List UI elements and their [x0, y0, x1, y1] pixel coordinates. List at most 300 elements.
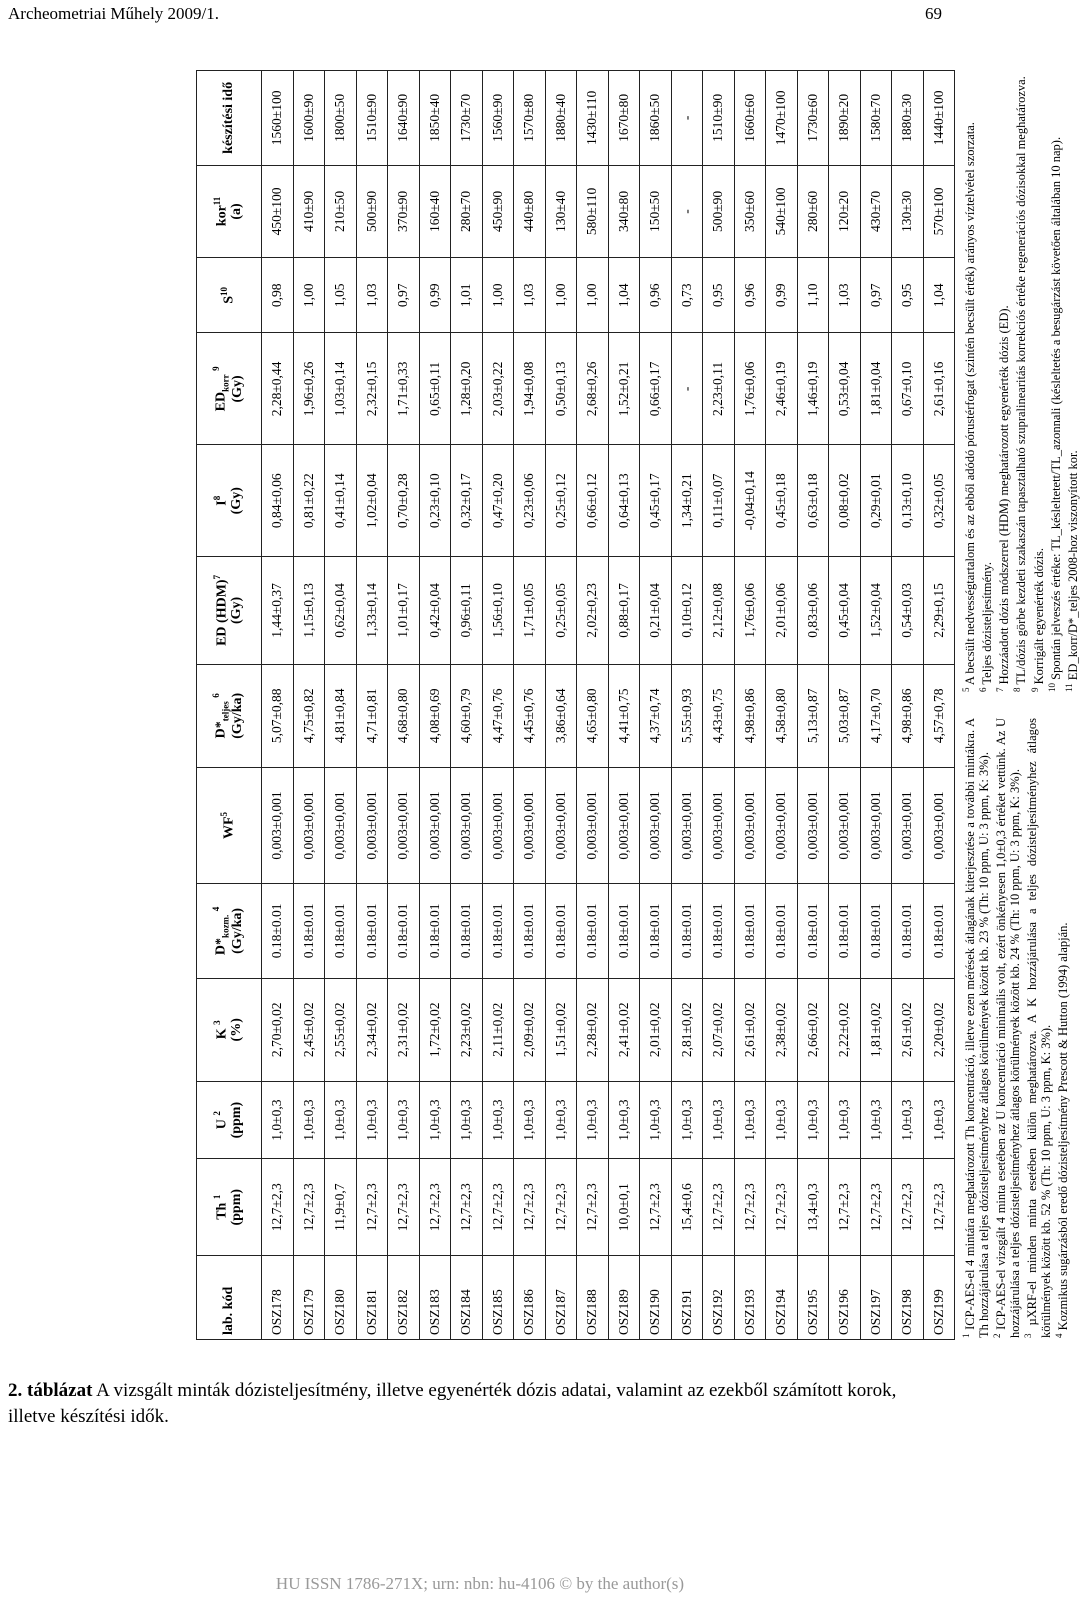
table-cell: 0,67±0,10	[892, 333, 924, 445]
footnote-number: 11	[1063, 683, 1074, 692]
table-cell: 440±80	[514, 165, 546, 257]
col-header-i: $I^8$ (Gy)	[197, 445, 262, 557]
table-cell: 0,003±0,001	[797, 767, 829, 883]
table-cell: 0,42±0,04	[419, 557, 451, 665]
footnote	[978, 72, 994, 692]
table-cell: 1470±100	[766, 71, 798, 166]
table-cell: 0.18±0.01	[262, 884, 294, 979]
table-cell: 2,61±0,16	[923, 333, 955, 445]
footnote-number: 1	[961, 1333, 971, 1338]
table-cell: 1560±100	[262, 71, 294, 166]
table-cell: 12,7±2,3	[356, 1159, 388, 1256]
table-row	[293, 71, 325, 1340]
table-cell: 0,10±0,12	[671, 557, 703, 665]
table-row	[482, 71, 514, 1340]
table-cell: 0.18±0.01	[860, 884, 892, 979]
table-cell: 1730±70	[451, 71, 483, 166]
table-cell: 1,72±0,02	[419, 978, 451, 1081]
table-cell: 4,17±0,70	[860, 664, 892, 767]
footnote	[1064, 72, 1080, 692]
table-cell: 0,003±0,001	[608, 767, 640, 883]
table-row	[640, 71, 672, 1340]
table-cell: 1,10	[797, 258, 829, 333]
table-cell: 4,58±0,80	[766, 664, 798, 767]
table-cell: 0,41±0,14	[325, 445, 357, 557]
table-cell: 0,003±0,001	[262, 767, 294, 883]
table-cell: -0,04±0,14	[734, 445, 766, 557]
table-row	[419, 71, 451, 1340]
table-cell: 1,0±0,3	[829, 1081, 861, 1158]
table-cell: 1,34±0,21	[671, 445, 703, 557]
table-cell: 12,7±2,3	[766, 1159, 798, 1256]
table-cell: 1510±90	[356, 71, 388, 166]
table-cell: 350±60	[734, 165, 766, 257]
table-cell: 2,66±0,02	[797, 978, 829, 1081]
table-cell: 0,003±0,001	[293, 767, 325, 883]
footnote-text: µXRF-el minden minta esetében külön meghatározva. A K hozzájárulása a teljes dózisteljesítményhez átlagos körülmények között kb. 52 % (Th: 10 ppm, U: 3 ppm, K: 3%).	[1025, 718, 1054, 1338]
table-cell: 12,7±2,3	[640, 1159, 672, 1256]
footnote-text: ICP-AES-el vizsgált 4 minta esetében az U koncentráció minimális volt, ezért önkényesen 1,0±0,3 értéket vettünk. Az U hozzájárulása a teljes dózisteljesítményhez átlagos körülmények között kb. 24 % (Th: 10 ppm, U: 3 ppm, K: 3%).	[994, 717, 1023, 1338]
table-cell: 1,81±0,04	[860, 333, 892, 445]
table-caption	[8, 1378, 948, 1429]
table-cell: 12,7±2,3	[923, 1159, 955, 1256]
table-cell: 0,08±0,02	[829, 445, 861, 557]
table-row	[545, 71, 577, 1340]
table-cell: 1890±20	[829, 71, 861, 166]
table-cell: 450±100	[262, 165, 294, 257]
footnote-text: Kozmikus sugárzásból eredő dózisteljesítmény Prescott & Hutton (1994) alapján.	[1056, 922, 1071, 1331]
table-cell: 0,66±0,17	[640, 333, 672, 445]
table-cell: 1,01	[451, 258, 483, 333]
table-cell: 0,003±0,001	[734, 767, 766, 883]
table-cell: -	[671, 165, 703, 257]
footnote-text: Korrigált egyenérték dózis.	[1031, 547, 1046, 685]
table-cell: 5,13±0,87	[797, 664, 829, 767]
table-cell: 2,46±0,19	[766, 333, 798, 445]
table-cell: 0,95	[703, 258, 735, 333]
sample-id-cell: OSZ199	[923, 1256, 955, 1340]
table-row	[356, 71, 388, 1340]
table-cell: 500±90	[356, 165, 388, 257]
table-cell: 4,75±0,82	[293, 664, 325, 767]
table-cell: 1,03	[829, 258, 861, 333]
footnote-number: 9	[1029, 687, 1040, 692]
table-cell: 0,45±0,17	[640, 445, 672, 557]
sample-id-cell: OSZ178	[262, 1256, 294, 1340]
table-cell: 4,71±0,81	[356, 664, 388, 767]
table-cell: 1,0±0,3	[703, 1081, 735, 1158]
table-cell: 0.18±0.01	[293, 884, 325, 979]
sample-id-cell: OSZ189	[608, 1256, 640, 1340]
table-cell: 1,0±0,3	[325, 1081, 357, 1158]
table-cell: 1,81±0,02	[860, 978, 892, 1081]
table-cell: 160±40	[419, 165, 451, 257]
table-cell: 0,003±0,001	[482, 767, 514, 883]
footnote-number: 2	[992, 1333, 1003, 1338]
table-cell: 0,73	[671, 258, 703, 333]
table-cell: 1660±60	[734, 71, 766, 166]
table-cell: 0,70±0,28	[388, 445, 420, 557]
table-cell: 450±90	[482, 165, 514, 257]
table-cell: 0,99	[766, 258, 798, 333]
footnote-text: Teljes dózisteljesítmény.	[980, 562, 995, 685]
table-cell: 430±70	[860, 165, 892, 257]
table-cell: 1,04	[923, 258, 955, 333]
footnote-text: ICP-AES-el 4 mintára meghatározott Th koncentráció, illetve ezen mérések átlagának kiterjesztése a további mintákra. A Th hozzájárulása a teljes dózisteljesítményhez átlagos körülmények között kb. 23 % (Th: 10 ppm, U: 3 ppm, K: 3%).	[963, 717, 992, 1338]
table-cell: 1,52±0,21	[608, 333, 640, 445]
col-header-wf: $WF^5$	[197, 767, 262, 883]
table-cell: 0,003±0,001	[419, 767, 451, 883]
table-cell: 1570±80	[514, 71, 546, 166]
table-cell: 1,0±0,3	[797, 1081, 829, 1158]
table-cell: 2,23±0,02	[451, 978, 483, 1081]
col-header-u: U $^2$ (ppm)	[197, 1081, 262, 1158]
sample-id-cell: OSZ192	[703, 1256, 735, 1340]
footnote-number: 6	[978, 687, 989, 692]
table-cell: 4,45±0,76	[514, 664, 546, 767]
table-cell: 1,71±0,33	[388, 333, 420, 445]
table-cell: 13,4±0,3	[797, 1159, 829, 1256]
table-cell: 1,71±0,05	[514, 557, 546, 665]
table-row	[766, 71, 798, 1340]
table-cell: 0.18±0.01	[892, 884, 924, 979]
table-cell: 150±50	[640, 165, 672, 257]
col-header-th: Th $^1$ (ppm)	[197, 1159, 262, 1256]
table-cell: 2,32±0,15	[356, 333, 388, 445]
footnote-number: 8	[1012, 687, 1023, 692]
table-cell: 0.18±0.01	[482, 884, 514, 979]
sample-id-cell: OSZ191	[671, 1256, 703, 1340]
table-cell: 3,86±0,64	[545, 664, 577, 767]
table-cell: 0,96	[734, 258, 766, 333]
table-cell: 1730±60	[797, 71, 829, 166]
table-cell: 12,7±2,3	[545, 1159, 577, 1256]
table-cell: 0,64±0,13	[608, 445, 640, 557]
footnote-number: 5	[961, 687, 971, 692]
table-cell: 4,98±0,86	[892, 664, 924, 767]
table-cell: 0,99	[419, 258, 451, 333]
table-cell: 1,01±0,17	[388, 557, 420, 665]
table-cell: 0.18±0.01	[388, 884, 420, 979]
table-cell: 1430±110	[577, 71, 609, 166]
table-cell: 1,00	[577, 258, 609, 333]
footnote-text: Hozzáadott dózis módszerrel (HDM) meghatározott egyenérték dózis (ED).	[997, 305, 1012, 685]
table-cell: 4,65±0,80	[577, 664, 609, 767]
table-cell: 1,0±0,3	[766, 1081, 798, 1158]
table-cell: 0,62±0,04	[325, 557, 357, 665]
table-cell: 2,34±0,02	[356, 978, 388, 1081]
table-row	[923, 71, 955, 1340]
sample-id-cell: OSZ182	[388, 1256, 420, 1340]
sample-id-cell: OSZ194	[766, 1256, 798, 1340]
footnote	[961, 72, 977, 692]
table-cell: -	[671, 71, 703, 166]
table-cell: 1,0±0,3	[640, 1081, 672, 1158]
issn-footer: HU ISSN 1786-271X; urn: nbn: hu-4106 © by the author(s)	[275, 1574, 685, 1593]
table-cell: 280±70	[451, 165, 483, 257]
table-cell: 0,50±0,13	[545, 333, 577, 445]
table-cell: 5,55±0,93	[671, 664, 703, 767]
table-row	[325, 71, 357, 1340]
table-cell: 10,0±0,1	[608, 1159, 640, 1256]
table-cell: 0,97	[860, 258, 892, 333]
sample-id-cell: OSZ186	[514, 1256, 546, 1340]
table-cell: 2,12±0,08	[703, 557, 735, 665]
table-cell: 12,7±2,3	[892, 1159, 924, 1256]
table-row	[262, 71, 294, 1340]
table-cell: 1,0±0,3	[923, 1081, 955, 1158]
table-row	[514, 71, 546, 1340]
table-cell: 1,0±0,3	[356, 1081, 388, 1158]
table-cell: 0.18±0.01	[766, 884, 798, 979]
table-cell: 0.18±0.01	[829, 884, 861, 979]
table-cell: 2,23±0,11	[703, 333, 735, 445]
caption-text: A vizsgált minták dózisteljesítmény, illetve egyenérték dózis adatai, valamint az ezekből számított korok, illetve készítési idők.	[8, 1380, 897, 1427]
table-cell: 4,68±0,80	[388, 664, 420, 767]
table-cell: 1,0±0,3	[734, 1081, 766, 1158]
sample-id-cell: OSZ180	[325, 1256, 357, 1340]
footnote-text: ED_korr/D*_teljes 2008-hoz viszonyított kor.	[1066, 450, 1081, 681]
table-cell: 4,98±0,86	[734, 664, 766, 767]
table-cell: 0,98	[262, 258, 294, 333]
table-cell: 1,15±0,13	[293, 557, 325, 665]
table-cell: 12,7±2,3	[860, 1159, 892, 1256]
table-cell: 0,88±0,17	[608, 557, 640, 665]
table-cell: 580±110	[577, 165, 609, 257]
table-cell: 1,00	[482, 258, 514, 333]
table-cell: 1860±50	[640, 71, 672, 166]
table-cell: 11,9±0,7	[325, 1159, 357, 1256]
footnote-number: 7	[995, 687, 1006, 692]
table-cell: 12,7±2,3	[262, 1159, 294, 1256]
table-cell: 2,28±0,44	[262, 333, 294, 445]
table-row	[829, 71, 861, 1340]
table-cell: 1,0±0,3	[514, 1081, 546, 1158]
col-header-d-kozm: $D*_{kozm.}$ $^4$ (Gy/ka)	[197, 884, 262, 979]
table-cell: 12,7±2,3	[577, 1159, 609, 1256]
table-row	[671, 71, 703, 1340]
table-cell: 12,7±2,3	[419, 1159, 451, 1256]
footnote-text: Spontán jelveszés értéke: TL_késleltetett/TL_azonnali (késleltetés a besugárzást követően általában 10 nap).	[1048, 136, 1063, 680]
table-header-row	[197, 71, 262, 1340]
table-cell: 1670±80	[608, 71, 640, 166]
table-cell: 4,41±0,75	[608, 664, 640, 767]
table-cell: 1,0±0,3	[577, 1081, 609, 1158]
table-cell: 0,32±0,05	[923, 445, 955, 557]
table-cell: 1,02±0,04	[356, 445, 388, 557]
table-cell: 5,03±0,87	[829, 664, 861, 767]
table-cell: 2,70±0,02	[262, 978, 294, 1081]
table-cell: 1880±30	[892, 71, 924, 166]
footnote	[1012, 72, 1028, 692]
table-cell: 1,0±0,3	[860, 1081, 892, 1158]
table-cell: 0,003±0,001	[766, 767, 798, 883]
sample-id-cell: OSZ188	[577, 1256, 609, 1340]
table-row	[703, 71, 735, 1340]
table-cell: 1,0±0,3	[482, 1081, 514, 1158]
table-row	[860, 71, 892, 1340]
table-cell: 0,25±0,05	[545, 557, 577, 665]
table-cell: 540±100	[766, 165, 798, 257]
table-cell: 1880±40	[545, 71, 577, 166]
sample-id-cell: OSZ195	[797, 1256, 829, 1340]
table-cell: 1,0±0,3	[262, 1081, 294, 1158]
table-cell: 4,37±0,74	[640, 664, 672, 767]
col-header-keszitesi-ido: készítési idő	[197, 71, 262, 166]
table-cell: 0.18±0.01	[923, 884, 955, 979]
table-cell: 12,7±2,3	[388, 1159, 420, 1256]
table-row	[797, 71, 829, 1340]
table-cell: 5,07±0,88	[262, 664, 294, 767]
sample-id-cell: OSZ179	[293, 1256, 325, 1340]
table-cell: 12,7±2,3	[734, 1159, 766, 1256]
table-cell: 0.18±0.01	[640, 884, 672, 979]
footnote	[995, 72, 1011, 692]
table-cell: 1,33±0,14	[356, 557, 388, 665]
table-cell: 0.18±0.01	[451, 884, 483, 979]
table-cell: 1580±70	[860, 71, 892, 166]
table-row	[892, 71, 924, 1340]
table-cell: 4,43±0,75	[703, 664, 735, 767]
footnote-number: 4	[1054, 1333, 1065, 1338]
rotated-table-block	[196, 70, 1081, 1340]
table-cell: 0.18±0.01	[608, 884, 640, 979]
table-cell: 1,00	[293, 258, 325, 333]
sample-id-cell: OSZ190	[640, 1256, 672, 1340]
table-cell: 2,55±0,02	[325, 978, 357, 1081]
table-cell: 1,00	[545, 258, 577, 333]
table-cell: 12,7±2,3	[514, 1159, 546, 1256]
table-cell: 1,0±0,3	[419, 1081, 451, 1158]
journal-header: Archeometriai Műhely 2009/1.	[8, 4, 220, 23]
table-cell: 0,003±0,001	[703, 767, 735, 883]
table-cell: 0.18±0.01	[514, 884, 546, 979]
table-cell: 0.18±0.01	[356, 884, 388, 979]
page-number: 69	[925, 4, 942, 23]
table-cell: 0.18±0.01	[703, 884, 735, 979]
table-cell: 2,01±0,06	[766, 557, 798, 665]
table-cell: 1560±90	[482, 71, 514, 166]
table-cell: 0,97	[388, 258, 420, 333]
table-cell: 2,11±0,02	[482, 978, 514, 1081]
table-cell: 2,31±0,02	[388, 978, 420, 1081]
table-cell: 0,65±0,11	[419, 333, 451, 445]
table-cell: 1,96±0,26	[293, 333, 325, 445]
table-cell: 1,0±0,3	[293, 1081, 325, 1158]
table-cell: 1,28±0,20	[451, 333, 483, 445]
table-cell: 0,003±0,001	[514, 767, 546, 883]
table-cell: 2,68±0,26	[577, 333, 609, 445]
table-cell: 1,0±0,3	[671, 1081, 703, 1158]
table-cell: 280±60	[797, 165, 829, 257]
table-cell: 1850±40	[419, 71, 451, 166]
table-cell: 0,47±0,20	[482, 445, 514, 557]
col-header-lab-kod: lab. kód	[197, 1256, 262, 1340]
table-cell: 2,29±0,15	[923, 557, 955, 665]
table-cell: 2,61±0,02	[892, 978, 924, 1081]
table-cell: 12,7±2,3	[451, 1159, 483, 1256]
table-cell: 4,57±0,78	[923, 664, 955, 767]
table-cell: 0.18±0.01	[797, 884, 829, 979]
col-header-s: $S^{10}$	[197, 258, 262, 333]
table-cell: 1800±50	[325, 71, 357, 166]
col-header-ed-korr: $ED_{korr}$ $^9$ (Gy)	[197, 333, 262, 445]
footnote-number: 3	[1023, 1333, 1034, 1338]
table-cell: 0,63±0,18	[797, 445, 829, 557]
sample-id-cell: OSZ181	[356, 1256, 388, 1340]
footnotes-left	[961, 718, 1081, 1338]
table-cell: 2,81±0,02	[671, 978, 703, 1081]
table-cell: 0,84±0,06	[262, 445, 294, 557]
table-cell: 2,07±0,02	[703, 978, 735, 1081]
table-cell: 0.18±0.01	[671, 884, 703, 979]
table-cell: 1,0±0,3	[608, 1081, 640, 1158]
table-cell: 1,0±0,3	[388, 1081, 420, 1158]
table-cell: 0,21±0,04	[640, 557, 672, 665]
table-cell: 370±90	[388, 165, 420, 257]
table-cell: 1,03±0,14	[325, 333, 357, 445]
footnotes-right	[961, 72, 1081, 692]
table-cell: 570±100	[923, 165, 955, 257]
table-cell: 1,0±0,3	[892, 1081, 924, 1158]
footnote	[961, 718, 991, 1338]
footnote-number: 10	[1046, 683, 1057, 692]
table-cell: 0,003±0,001	[892, 767, 924, 883]
table-cell: 0,003±0,001	[325, 767, 357, 883]
table-cell: 1,05	[325, 258, 357, 333]
table-cell: 12,7±2,3	[703, 1159, 735, 1256]
table-cell: 0,003±0,001	[640, 767, 672, 883]
table-row	[608, 71, 640, 1340]
table-cell: 0,32±0,17	[451, 445, 483, 557]
table-cell: 1,76±0,06	[734, 557, 766, 665]
sample-id-cell: OSZ196	[829, 1256, 861, 1340]
table-cell: 0,96	[640, 258, 672, 333]
table-cell: 4,08±0,69	[419, 664, 451, 767]
table-cell: 0,25±0,12	[545, 445, 577, 557]
table-cell: 0,95	[892, 258, 924, 333]
table-cell: 0,003±0,001	[829, 767, 861, 883]
table-cell: 4,47±0,76	[482, 664, 514, 767]
table-cell: 0.18±0.01	[545, 884, 577, 979]
table-cell: 0,23±0,06	[514, 445, 546, 557]
table-cell: -	[671, 333, 703, 445]
table-cell: 0.18±0.01	[734, 884, 766, 979]
footnotes	[961, 70, 1081, 1340]
table-cell: 12,7±2,3	[482, 1159, 514, 1256]
table-cell: 15,4±0,6	[671, 1159, 703, 1256]
footnote	[1054, 718, 1070, 1338]
table-cell: 2,45±0,02	[293, 978, 325, 1081]
table-cell: 2,22±0,02	[829, 978, 861, 1081]
table-cell: 0,53±0,04	[829, 333, 861, 445]
table-cell: 1510±90	[703, 71, 735, 166]
table-cell: 1,51±0,02	[545, 978, 577, 1081]
table-cell: 1,44±0,37	[262, 557, 294, 665]
sample-id-cell: OSZ187	[545, 1256, 577, 1340]
table-cell: 12,7±2,3	[829, 1159, 861, 1256]
table-row	[577, 71, 609, 1340]
table-cell: 0,003±0,001	[451, 767, 483, 883]
footnote	[1023, 718, 1053, 1338]
sample-id-cell: OSZ184	[451, 1256, 483, 1340]
table-cell: 340±80	[608, 165, 640, 257]
table-cell: 0,003±0,001	[356, 767, 388, 883]
table-body	[262, 71, 955, 1340]
table-cell: 1440±100	[923, 71, 955, 166]
table-cell: 1,03	[356, 258, 388, 333]
table-cell: 2,41±0,02	[608, 978, 640, 1081]
